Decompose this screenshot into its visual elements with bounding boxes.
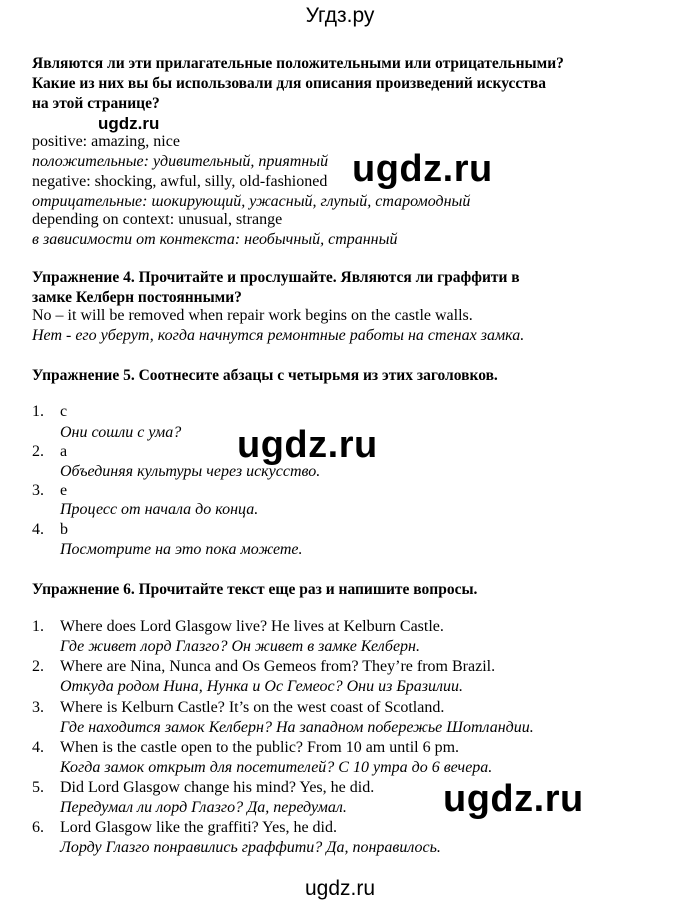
ex4-answer: No – it will be removed when repair work begins on the castle walls. — [32, 307, 473, 324]
ex6-item-ru: Когда замок открыт для посетителей? С 10 утра до 6 вечера. — [60, 759, 493, 776]
watermark-large-2: ugdz.ru — [237, 424, 378, 466]
ex6-item-ru: Лорду Глазго понравились граффити? Да, понравилось. — [60, 839, 441, 856]
ex3-question-line1: Являются ли эти прилагательные положительными или отрицательными? — [32, 55, 564, 72]
ex5-item-number: 1. — [32, 403, 44, 420]
ex3-negative-ru: отрицательные: шокирующий, ужасный, глупый, старомодный — [32, 193, 471, 210]
ex5-item-ru: Посмотрите на это пока можете. — [60, 541, 303, 558]
ex6-item-en: Lord Glasgow like the graffiti? Yes, he did. — [60, 819, 337, 836]
ex5-question: Упражнение 5. Соотнесите абзацы с четырьмя из этих заголовков. — [32, 367, 498, 384]
ex6-item-en: Where does Lord Glasgow live? He lives at Kelburn Castle. — [60, 618, 444, 635]
ex3-question-line3: на этой странице? — [32, 95, 160, 112]
ex5-item-answer: a — [60, 443, 68, 460]
ex6-item-number: 4. — [32, 739, 44, 756]
ex6-item-number: 3. — [32, 699, 44, 716]
ex6-item-en: Where is Kelburn Castle? It’s on the west coast of Scotland. — [60, 699, 445, 716]
ex6-item-en: When is the castle open to the public? From 10 am until 6 pm. — [60, 739, 460, 756]
ex5-item-ru: Они сошли с ума? — [60, 424, 182, 441]
ex5-item-number: 2. — [32, 443, 44, 460]
ex3-context-ru: в зависимости от контекста: необычный, странный — [32, 231, 398, 248]
ex4-question-line1: Упражнение 4. Прочитайте и прослушайте. Являются ли граффити в — [32, 269, 520, 286]
ex5-item-number: 3. — [32, 482, 44, 499]
ex5-item-answer: c — [60, 403, 68, 420]
ex5-item-ru: Процесс от начала до конца. — [60, 501, 259, 518]
ex6-item-number: 5. — [32, 779, 44, 796]
ex6-item-number: 1. — [32, 618, 44, 635]
ex3-negative: negative: shocking, awful, silly, old-fashioned — [32, 173, 328, 190]
ex5-item-number: 4. — [32, 521, 44, 538]
ex5-item-answer: b — [60, 521, 68, 538]
ex6-item-ru: Передумал ли лорд Глазго? Да, передумал. — [60, 799, 347, 816]
ex5-item-answer: e — [60, 482, 68, 499]
ex6-item-number: 2. — [32, 658, 44, 675]
ex6-item-en: Did Lord Glasgow change his mind? Yes, he did. — [60, 779, 375, 796]
site-title: Угдз.ру — [305, 4, 375, 27]
ex3-context: depending on context: unusual, strange — [32, 211, 283, 228]
ex6-question: Упражнение 6. Прочитайте текст еще раз и напишите вопросы. — [32, 581, 478, 598]
ex3-positive: positive: amazing, nice — [32, 133, 180, 150]
ex3-positive-ru: положительные: удивительный, приятный — [32, 153, 329, 170]
ex5-item-ru: Объединяя культуры через искусство. — [60, 463, 321, 480]
site-footer: ugdz.ru — [304, 877, 376, 900]
watermark-small: ugdz.ru — [98, 114, 160, 133]
ex4-question-line2: замке Келберн постоянными? — [32, 289, 242, 306]
watermark-large-1: ugdz.ru — [352, 148, 493, 190]
ex6-item-en: Where are Nina, Nunca and Os Gemeos from? They’re from Brazil. — [60, 658, 496, 675]
ex6-item-ru: Где живет лорд Глазго? Он живет в замке Келберн. — [60, 638, 420, 655]
watermark-large-3: ugdz.ru — [443, 778, 584, 820]
ex6-item-number: 6. — [32, 819, 44, 836]
ex6-item-ru: Где находится замок Келберн? На западном побережье Шотландии. — [60, 719, 534, 736]
ex4-answer-ru: Нет - его уберут, когда начнутся ремонтные работы на стенах замка. — [32, 327, 525, 344]
ex3-question-line2: Какие из них вы бы использовали для описания произведений искусства — [32, 75, 546, 92]
ex6-item-ru: Откуда родом Нина, Нунка и Ос Гемеос? Они из Бразилии. — [60, 678, 463, 695]
